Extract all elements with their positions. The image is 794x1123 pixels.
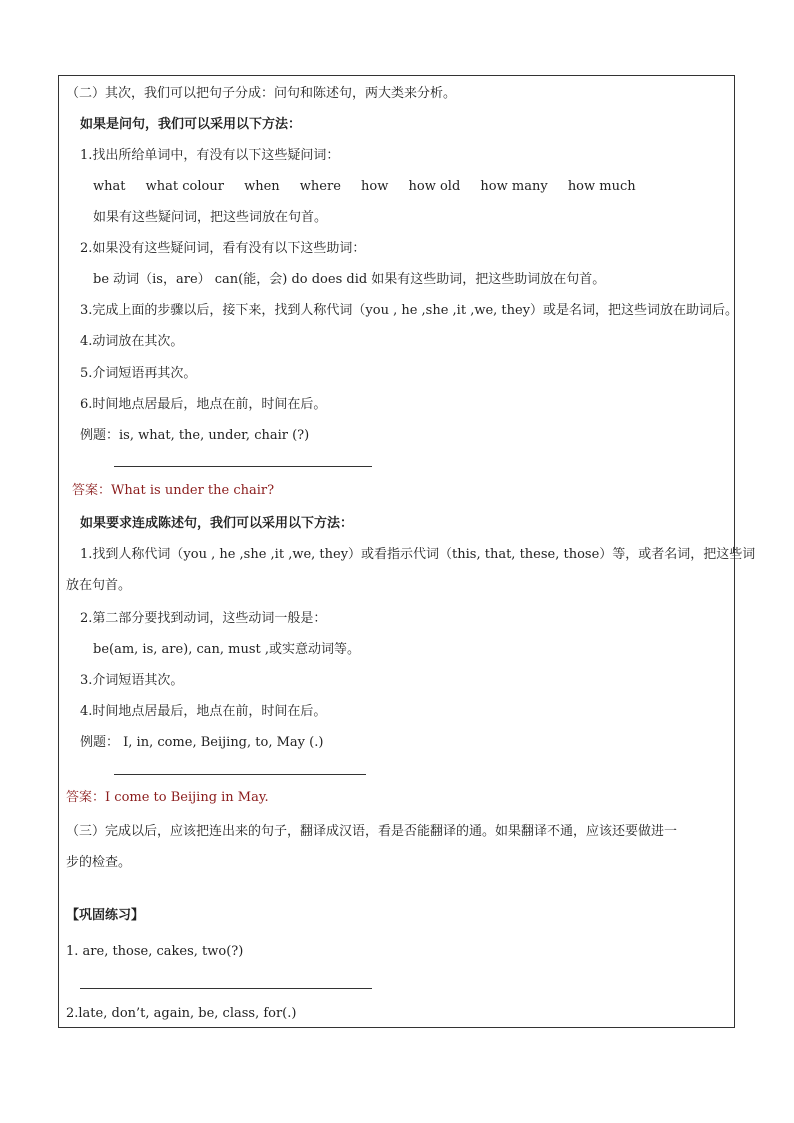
answer-text: I come to Beijing in May. xyxy=(105,790,269,805)
s-answer-blank xyxy=(114,774,366,775)
section3-line2: 步的检查。 xyxy=(66,855,132,870)
answer-label: 答案： xyxy=(66,790,106,805)
answer-text: What is under the chair? xyxy=(111,483,275,498)
answer-label: 答案： xyxy=(72,483,112,498)
q-answer-blank xyxy=(114,466,372,467)
question-word: how old xyxy=(408,179,461,194)
s-answer xyxy=(66,789,269,807)
section2-heading: （二）其次，我们可以把句子分成：问句和陈述句，两大类来分析。 xyxy=(66,86,457,101)
q-step2: 2.如果没有这些疑问词，看有没有以下这些助词： xyxy=(80,241,366,256)
q-step1: 1.找出所给单词中，有没有以下这些疑问词： xyxy=(80,148,340,163)
q-step4: 4.动词放在其次。 xyxy=(80,334,184,349)
s-example: 例题： I, in, come, Beijing, to, May (.) xyxy=(80,735,324,750)
statement-method-title: 如果要求连成陈述句，我们可以采用以下方法： xyxy=(80,516,354,531)
section3-line1: （三）完成以后，应该把连出来的句子，翻译成汉语，看是否能翻译的通。如果翻译不通，应该还要做进一 xyxy=(66,824,678,839)
s-step2-words: be(am, is, are), can, must ,或实意动词等。 xyxy=(93,642,361,657)
q-step5: 5.介词短语再其次。 xyxy=(80,366,197,381)
s-step2: 2.第二部分要找到动词，这些动词一般是： xyxy=(80,611,327,626)
question-word: where xyxy=(299,179,341,194)
question-word: how many xyxy=(480,179,548,194)
practice-item-2: 2.late, don’t, again, be, class, for(.) xyxy=(66,1006,297,1021)
question-word-list xyxy=(93,178,652,196)
question-word: what colour xyxy=(145,179,224,194)
q-step6: 6.时间地点居最后，地点在前，时间在后。 xyxy=(80,397,327,412)
q-answer xyxy=(72,482,274,500)
question-word: when xyxy=(244,179,280,194)
s-step3: 3.介词短语其次。 xyxy=(80,673,184,688)
question-word: how much xyxy=(567,179,636,194)
q-step1-note: 如果有这些疑问词，把这些词放在句首。 xyxy=(93,210,328,225)
practice-title: 【巩固练习】 xyxy=(66,908,145,923)
s-step4: 4.时间地点居最后，地点在前，时间在后。 xyxy=(80,704,327,719)
question-word: how xyxy=(361,179,389,194)
question-word: what xyxy=(93,179,126,194)
q-step3: 3.完成上面的步骤以后，接下来，找到人称代词（you , he ,she ,it ,we, they）或是名词，把这些词放在助词后。 xyxy=(80,303,739,318)
practice-item-1-blank xyxy=(80,988,372,989)
q-step2-words: be 动词（is，are） can(能，会) do does did 如果有这些助词，把这些助词放在句首。 xyxy=(93,272,606,287)
s-step1-line2: 放在句首。 xyxy=(66,578,132,593)
practice-item-1: 1. are, those, cakes, two(?) xyxy=(66,944,244,959)
s-step1-line1: 1.找到人称代词（you , he ,she ,it ,we, they）或看指示代词（this, that, these, those）等，或者名词，把这些词 xyxy=(80,547,756,562)
question-method-title: 如果是问句，我们可以采用以下方法： xyxy=(80,117,302,132)
q-example: 例题：is, what, the, under, chair (?) xyxy=(80,428,310,443)
